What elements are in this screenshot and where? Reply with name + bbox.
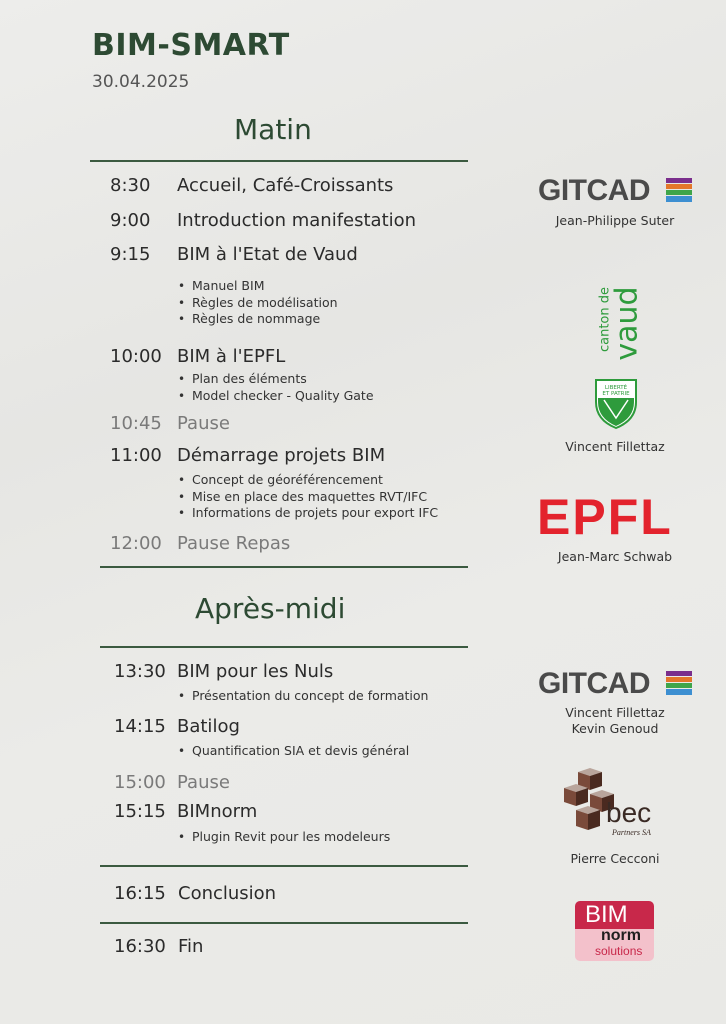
bec-logo (560, 768, 675, 840)
item-label: Démarrage projets BIM (177, 445, 386, 466)
bullet-item: • Plugin Revit pour les modeleurs (178, 829, 390, 846)
item-bullets (178, 371, 374, 404)
bullet-item: • Mise en place des maquettes RVT/IFC (178, 489, 438, 506)
bullet-item: • Règles de nommage (178, 311, 338, 328)
bullet-item: • Règles de modélisation (178, 295, 338, 312)
item-time: 15:15 (114, 801, 166, 822)
logo-text: BIM (585, 901, 628, 928)
item-time: 11:00 (110, 445, 162, 466)
gitcad-logo (538, 667, 693, 701)
speaker-name: Jean-Marc Schwab (557, 549, 673, 564)
bullet-item: • Model checker - Quality Gate (178, 388, 374, 405)
item-time: 8:30 (110, 175, 151, 196)
item-bullets (178, 743, 409, 760)
item-label: Pause (177, 772, 230, 793)
item-time: 16:30 (114, 936, 166, 957)
section-divider (90, 160, 468, 162)
item-label: Pause Repas (177, 533, 291, 554)
item-time: 15:00 (114, 772, 166, 793)
canton-vaud-logo: canton de vaud LIBERTÉ ET PATRIE (588, 268, 648, 438)
bullet-item: • Plan des éléments (178, 371, 374, 388)
epfl-logo: EPFL (537, 489, 673, 545)
logo-subtext: Partners SA (612, 828, 651, 837)
speaker-name: Vincent Fillettaz (565, 439, 665, 454)
bullet-item: • Concept de géoréférencement (178, 472, 438, 489)
item-bullets (178, 472, 438, 522)
logo-text: bec (606, 797, 652, 828)
item-time: 9:00 (110, 210, 151, 231)
section-divider (100, 922, 468, 924)
item-label: Introduction manifestation (177, 210, 417, 231)
speaker-name: Vincent Fillettaz (565, 705, 665, 720)
item-time: 13:30 (114, 661, 166, 682)
item-label: Fin (178, 936, 204, 957)
item-bullets (178, 278, 338, 328)
document-date: 30.04.2025 (92, 72, 190, 92)
document-title: BIM-SMART (92, 28, 290, 63)
item-label: Pause (177, 413, 230, 434)
logo-subtext: solutions (595, 944, 643, 958)
item-label: Accueil, Café-Croissants (177, 175, 394, 196)
item-label: Conclusion (178, 883, 277, 904)
speaker-name: Kevin Genoud (571, 721, 659, 736)
logo-text: GITCAD (538, 667, 650, 700)
logo-subtext: norm (601, 927, 641, 944)
bullet-item: • Informations de projets pour export IFC (178, 505, 438, 522)
section-title-afternoon: Après-midi (195, 592, 346, 625)
item-bullets (178, 829, 390, 846)
bullet-item: • Manuel BIM (178, 278, 338, 295)
gitcad-stripes-icon (666, 671, 692, 695)
item-time: 12:00 (110, 533, 162, 554)
item-time: 14:15 (114, 716, 166, 737)
speaker-name: Jean-Philippe Suter (555, 213, 675, 228)
item-label: BIM à l'Etat de Vaud (177, 244, 358, 265)
bullet-item: • Présentation du concept de formation (178, 688, 428, 705)
section-divider (100, 566, 468, 568)
section-divider (100, 646, 468, 648)
gitcad-logo (538, 174, 693, 208)
item-time: 10:45 (110, 413, 162, 434)
item-label: BIM à l'EPFL (177, 346, 286, 367)
item-label: BIM pour les Nuls (177, 661, 334, 682)
section-title-morning: Matin (234, 113, 312, 146)
section-divider (100, 865, 468, 867)
item-time: 9:15 (110, 244, 151, 265)
vaud-shield-icon (594, 378, 638, 430)
item-time: 16:15 (114, 883, 166, 904)
bimnorm-logo (575, 901, 654, 961)
svg-text:LIBERTÉ: LIBERTÉ (604, 385, 628, 391)
item-label: BIMnorm (177, 801, 258, 822)
item-time: 10:00 (110, 346, 162, 367)
svg-text:ET PATRIE: ET PATRIE (602, 391, 630, 397)
item-label: Batilog (177, 716, 240, 737)
logo-text: GITCAD (538, 174, 650, 207)
bullet-item: • Quantification SIA et devis général (178, 743, 409, 760)
item-bullets (178, 688, 428, 705)
speaker-name: Pierre Cecconi (570, 851, 660, 866)
gitcad-stripes-icon (666, 178, 692, 202)
